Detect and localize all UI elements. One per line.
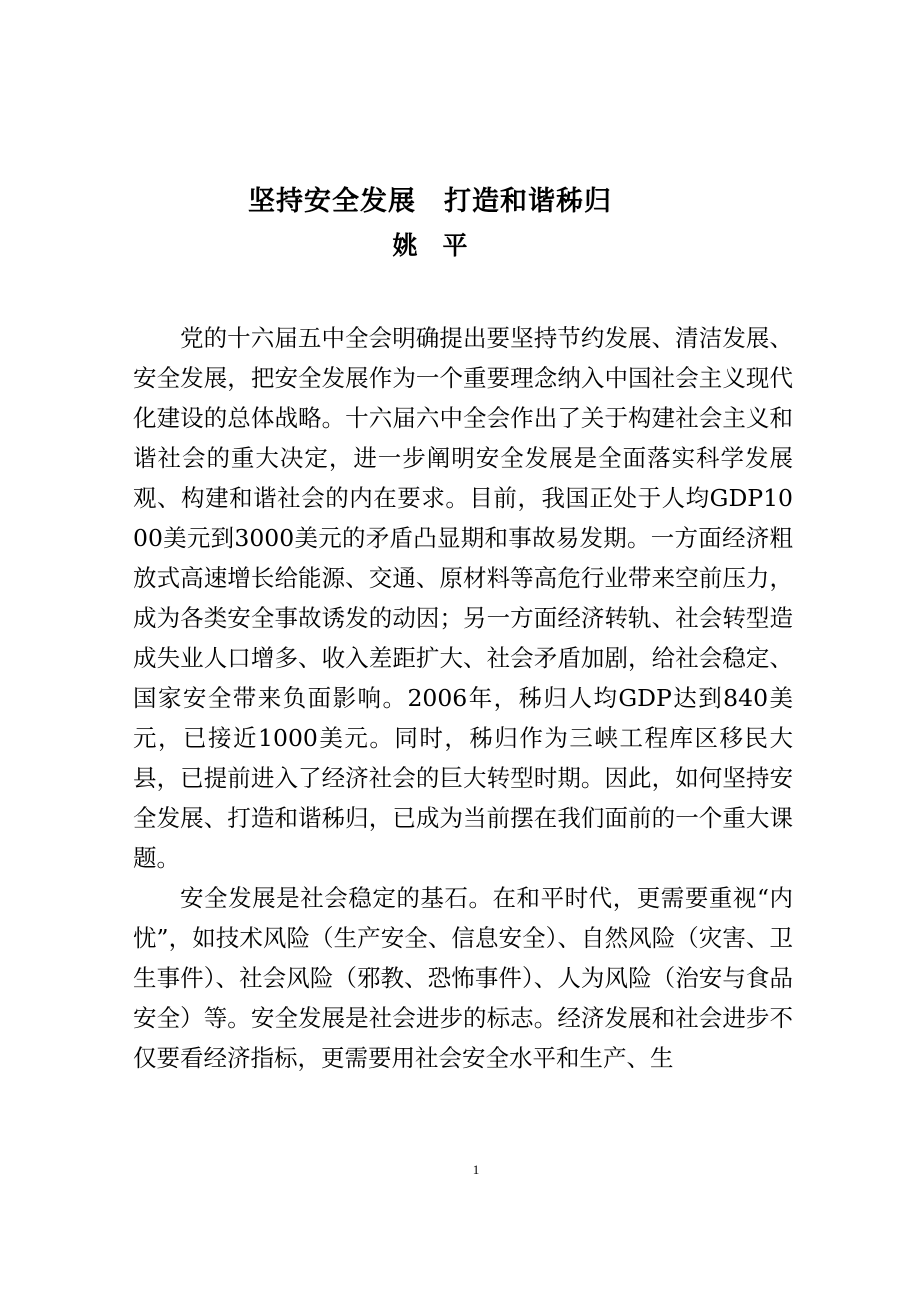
page-number: 1: [472, 1162, 480, 1177]
document-author: 姚 平: [392, 231, 468, 260]
document-body: [133, 318, 793, 1078]
body-paragraph-1: 党的十六届五中全会明确提出要坚持节约发展、清洁发展、安全发展，把安全发展作为一个重要理念纳入中国社会主义现代化建设的总体战略。十六届六中全会作出了关于构建社会主义和谐社会的重大决定，进一步阐明安全发展是全面落实科学发展观、构建和谐社会的内在要求。目前，我国正处于人均GDP1000美元到3000美元的矛盾凸显期和事故易发期。一方面经济粗放式高速增长给能源、交通、原材料等高危行业带来空前压力，成为各类安全事故诱发的动因；另一方面经济转轨、社会转型造成失业人口增多、收入差距扩大、社会矛盾加剧，给社会稳定、国家安全带来负面影响。2006年，秭归人均GDP达到840美元，已接近1000美元。同时，秭归作为三峡工程库区移民大县，已提前进入了经济社会的巨大转型时期。因此，如何坚持安全发展、打造和谐秭归，已成为当前摆在我们面前的一个重大课题。: [133, 324, 793, 872]
document-title: 坚持安全发展 打造和谐秭归: [248, 186, 612, 217]
body-paragraph-2: 安全发展是社会稳定的基石。在和平时代，更需要重视“内忧”，如技术风险（生产安全、信息安全）、自然风险（灾害、卫生事件）、社会风险（邪教、恐怖事件）、人为风险（治安与食品安全）等。安全发展是社会进步的标志。经济发展和社会进步不仅要看经济指标，更需要用社会安全水平和生产、生: [133, 884, 793, 1072]
